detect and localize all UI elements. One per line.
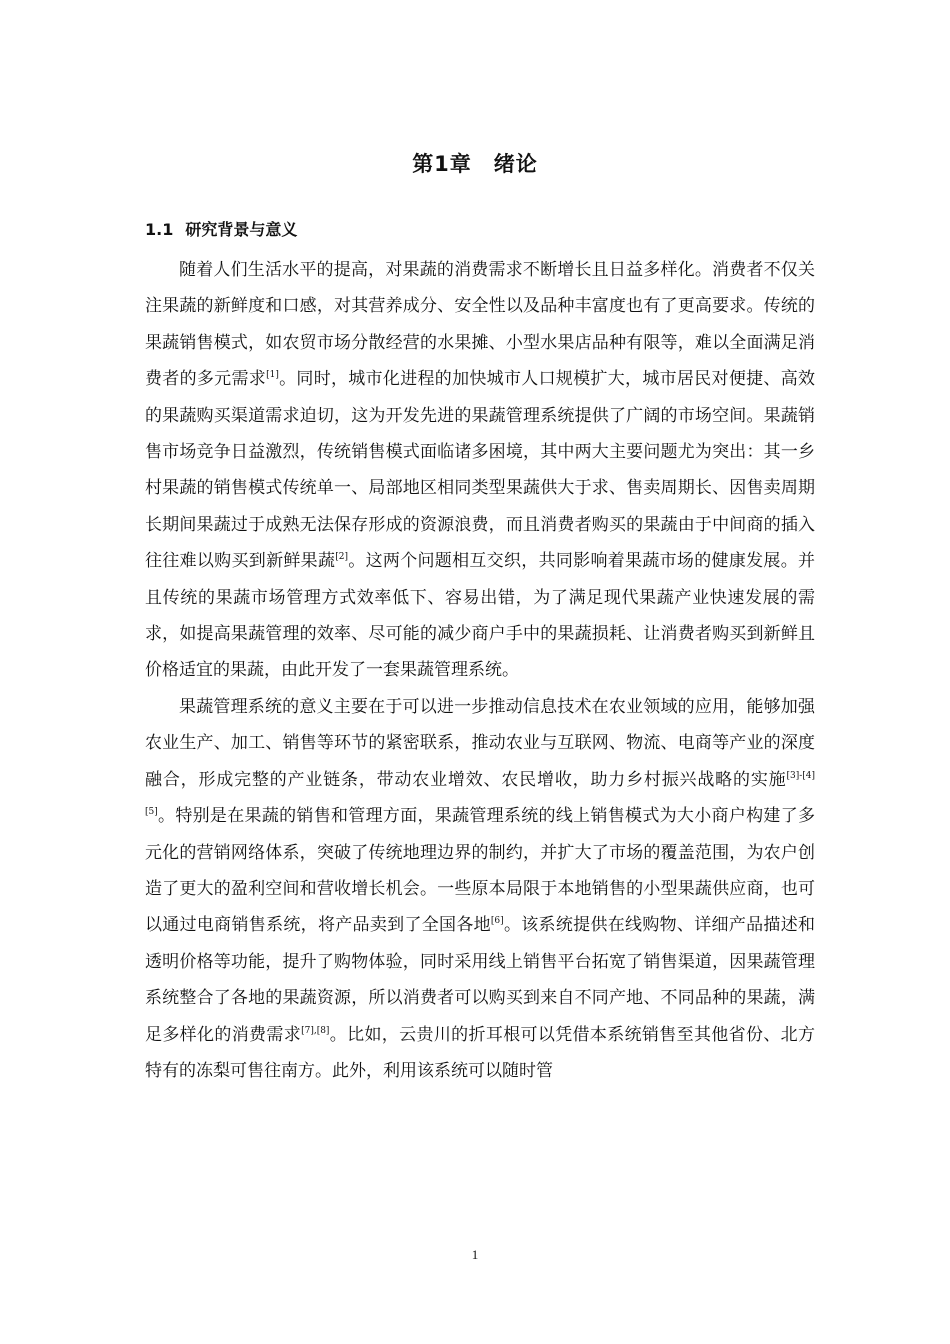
- paragraph-text: 。同时，城市化进程的加快城市人口规模扩大，城市居民对便捷、高效的果蔬购买渠道需求迫切，这为开发先进的果蔬管理系统提供了广阔的市场空间。果蔬销售市场竞争日益激烈，传统销售模式面临诸多困境，其中两大主要问题尤为突出：其一乡村果蔬的销售模式传统单一、局部地区相同类型果蔬供大于求、售卖周期长、因售卖周期长期间果蔬过于成熟无法保存形成的资源浪费，而且消费者购买的果蔬由于中间商的插入往往难以购买到新鲜果蔬: [145, 369, 816, 572]
- paragraph-text: 。这两个问题相互交织，共同影响着果蔬市场的健康发展。并且传统的果蔬市场管理方式效率低下、容易出错，为了满足现代果蔬产业快速发展的需求，如提高果蔬管理的效率、尽可能的减少商户手中的果蔬损耗、让消费者购买到新鲜且价格适宜的果蔬，由此开发了一套果蔬管理系统。: [145, 551, 816, 681]
- citation: [3]-[4][5]: [145, 770, 815, 818]
- paragraph-text: 随着人们生活水平的提高，对果蔬的消费需求不断增长且日益多样化。消费者不仅关注果蔬的新鲜度和口感，对其营养成分、安全性以及品种丰富度也有了更高要求。传统的果蔬销售模式，如农贸市场分散经营的水果摊、小型水果店品种有限等，难以全面满足消费者的多元需求: [145, 260, 815, 390]
- chapter-title: 第1章 绪论: [412, 152, 538, 176]
- citation: [1]: [266, 370, 279, 381]
- section-title: 研究背景与意义: [185, 220, 298, 239]
- paragraph-text: 。特别是在果蔬的销售和管理方面，果蔬管理系统的线上销售模式为大小商户构建了多元化的营销网络体系，突破了传统地理边界的制约，并扩大了市场的覆盖范围，为农户创造了更大的盈利空间和营收增长机会。一些原本局限于本地销售的小型果蔬供应商，也可以通过电商销售系统，将产品卖到了全国各地: [145, 806, 815, 936]
- section-number: 1.1: [145, 220, 174, 239]
- paragraph-text: 。比如，云贵川的折耳根可以凭借本系统销售至其他省份、北方特有的冻梨可售往南方。此外，利用该系统可以随时管: [145, 1024, 816, 1081]
- citation: [6]: [490, 916, 504, 927]
- paragraph-2: [145, 689, 815, 1089]
- citation: [2]: [335, 552, 349, 563]
- paragraph-1: [145, 252, 815, 689]
- citation: [7],[8]: [301, 1025, 330, 1036]
- section-heading: [145, 217, 297, 240]
- body-text: [145, 252, 815, 1089]
- paragraph-text: 。该系统提供在线购物、详细产品描述和透明价格等功能，提升了购物体验，同时采用线上销售平台拓宽了销售渠道，因果蔬管理系统整合了各地的果蔬资源，所以消费者可以购买到来自不同产地、不同品种的果蔬，满足多样化的消费需求: [145, 915, 816, 1045]
- paragraph-text: 果蔬管理系统的意义主要在于可以进一步推动信息技术在农业领域的应用，能够加强农业生产、加工、销售等环节的紧密联系，推动农业与互联网、物流、电商等产业的深度融合，形成完整的产业链条，带动农业增效、农民增收，助力乡村振兴战略的实施: [145, 696, 815, 790]
- page-number: 1: [471, 1247, 479, 1262]
